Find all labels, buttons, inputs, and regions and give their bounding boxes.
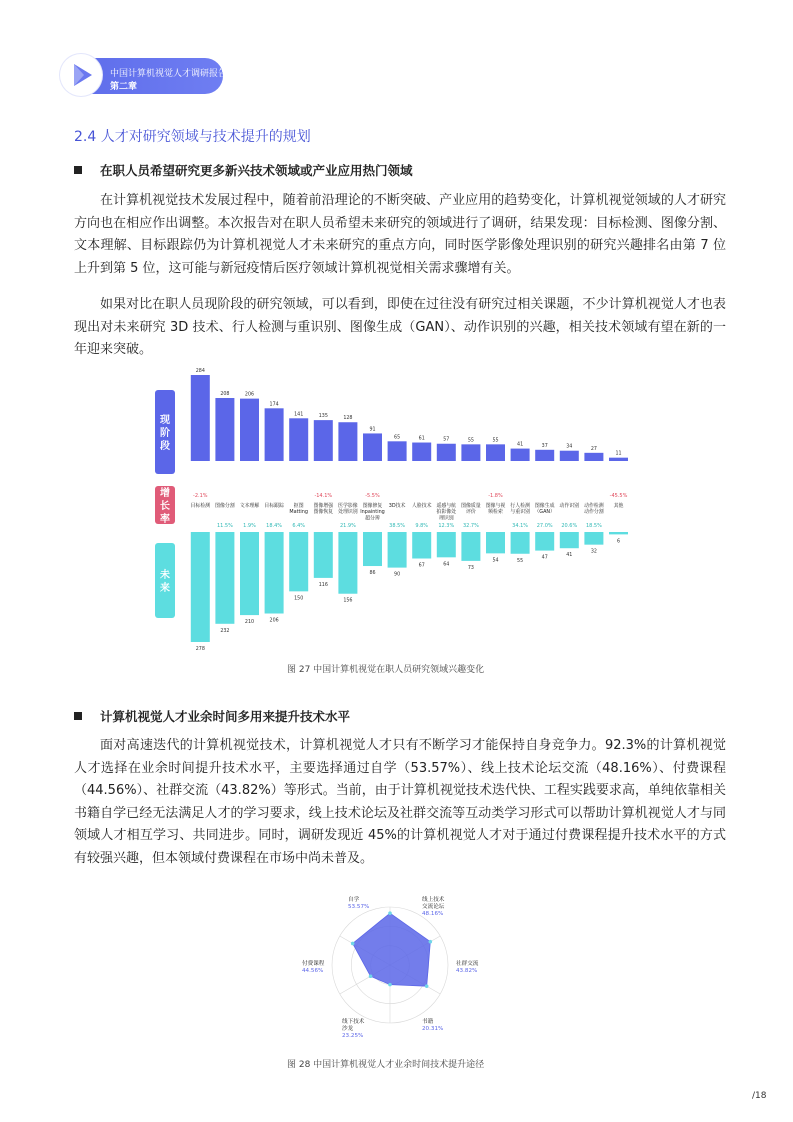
category-label: 图像生成 bbox=[534, 503, 555, 509]
radar-axis-label: 书籍 bbox=[422, 1019, 434, 1025]
future-value-label: 86 bbox=[369, 571, 376, 577]
report-title: 中国计算机视觉人才调研报告 bbox=[110, 69, 228, 79]
label-future-text: 未 bbox=[160, 570, 170, 581]
future-value-label: 90 bbox=[394, 572, 401, 578]
future-value-label: 206 bbox=[269, 618, 279, 624]
future-bar bbox=[560, 532, 579, 548]
future-value-label: 278 bbox=[195, 647, 205, 652]
category-label: 文本理解 bbox=[239, 503, 260, 509]
growth-label: -5.5% bbox=[365, 493, 380, 499]
growth-label: 12.3% bbox=[438, 523, 455, 529]
research-interest-chart bbox=[150, 362, 640, 660]
growth-label: 9.8% bbox=[415, 523, 429, 529]
page-number: /18 bbox=[752, 1091, 767, 1101]
category-label: 拍影像处 bbox=[436, 509, 457, 516]
category-label: 3D技术 bbox=[388, 503, 406, 509]
current-bar bbox=[535, 450, 554, 461]
radar-point bbox=[388, 983, 392, 987]
current-value-label: 65 bbox=[394, 435, 401, 441]
category-label: 行人检测 bbox=[510, 503, 530, 509]
figure-28-caption: 图 28 中国计算机视觉人才业余时间技术提升途径 bbox=[287, 1060, 485, 1070]
play-triangle-icon bbox=[60, 54, 102, 96]
bullet-square-icon bbox=[74, 712, 82, 720]
category-label: 动作分割 bbox=[584, 509, 604, 516]
future-value-label: 32 bbox=[590, 549, 597, 555]
growth-label: 38.5% bbox=[389, 523, 406, 529]
current-bar bbox=[215, 398, 234, 461]
category-label: 抠图 bbox=[293, 503, 304, 509]
category-label: 目标跟踪 bbox=[264, 503, 284, 509]
future-bar bbox=[511, 532, 530, 554]
radar-axis-label: 交流论坛 bbox=[422, 904, 445, 910]
future-bar bbox=[584, 532, 603, 545]
growth-label: -45.5% bbox=[609, 493, 628, 499]
current-bar bbox=[437, 444, 456, 461]
category-label: 频检索 bbox=[488, 509, 503, 516]
category-label: 处理识别 bbox=[338, 509, 358, 516]
radar-axis-label: 社群交流 bbox=[456, 961, 479, 967]
radar-axis-label: 自学 bbox=[348, 897, 360, 903]
growth-label: 18.4% bbox=[266, 523, 283, 529]
category-label: 图像分割 bbox=[215, 503, 235, 509]
radar-area bbox=[353, 913, 431, 986]
current-value-label: 57 bbox=[443, 437, 450, 443]
growth-label: 6.4% bbox=[292, 523, 306, 529]
future-value-label: 156 bbox=[343, 598, 353, 604]
current-bar bbox=[289, 418, 308, 461]
category-label: 与重识别 bbox=[510, 509, 530, 516]
growth-label: -1.8% bbox=[488, 493, 503, 499]
label-current-text: 现 bbox=[160, 415, 170, 426]
category-label: 遥感与航 bbox=[436, 503, 457, 509]
future-bar bbox=[289, 532, 308, 591]
future-value-label: 73 bbox=[467, 565, 474, 571]
current-value-label: 91 bbox=[369, 427, 376, 433]
future-value-label: 54 bbox=[492, 558, 499, 564]
paragraph-2: 如果对比在职人员现阶段的研究领域，可以看到，即使在过往没有研究过相关课题，不少计算机视觉人才也表现出对未来研究 3D 技术、行人检测与重识别、图像生成（GAN）、动作识别的兴趣，相关技术领域有望在新的一年迎来突破。 bbox=[74, 297, 726, 357]
current-bar bbox=[265, 408, 284, 461]
future-value-label: 41 bbox=[566, 553, 573, 559]
current-value-label: 128 bbox=[343, 416, 353, 422]
radar-value-label: 20.31% bbox=[422, 1026, 444, 1032]
current-value-label: 11 bbox=[615, 451, 622, 457]
category-label: 目标检测 bbox=[190, 503, 211, 509]
subheading-1: 在职人员希望研究更多新兴技术领域或产业应用热门领域 bbox=[100, 163, 413, 178]
growth-label: 21.9% bbox=[339, 523, 356, 529]
current-value-label: 206 bbox=[244, 392, 255, 398]
skill-improvement-radar-chart bbox=[290, 885, 510, 1045]
future-bar bbox=[314, 532, 333, 578]
radar-value-label: 53.57% bbox=[348, 904, 370, 910]
current-value-label: 55 bbox=[467, 438, 474, 444]
current-value-label: 55 bbox=[492, 438, 499, 444]
future-bar bbox=[191, 532, 210, 642]
current-bar bbox=[240, 399, 259, 461]
future-bar bbox=[240, 532, 259, 615]
label-current-text: 段 bbox=[160, 441, 170, 452]
current-bar bbox=[314, 420, 333, 461]
label-current-text: 阶 bbox=[160, 428, 170, 439]
radar-point bbox=[388, 911, 392, 915]
current-value-label: 41 bbox=[517, 442, 524, 448]
category-label: 评价 bbox=[466, 509, 476, 516]
future-value-label: 67 bbox=[418, 563, 425, 569]
subheading-2: 计算机视觉人才业余时间多用来提升技术水平 bbox=[100, 709, 351, 724]
chapter-icon bbox=[60, 54, 102, 96]
paragraph-1: 在计算机视觉技术发展过程中，随着前沿理论的不断突破、产业应用的趋势变化，计算机视觉领域的人才研究方向也在相应作出调整。本次报告对在职人员希望未来研究的领域进行了调研，结果发现：目标检测、图像分割、文本理解、目标跟踪仍为计算机视觉人才未来研究的重点方向，同时医学影像处理识别的研究兴趣排名由第 7 位上升到第 5 位，这可能与新冠疫情后医疗领域计算机视觉相关需求骤增有关。 bbox=[74, 193, 726, 276]
label-future-text: 来 bbox=[160, 583, 170, 594]
future-value-label: 210 bbox=[244, 620, 255, 626]
current-bar bbox=[609, 458, 628, 461]
current-bar bbox=[486, 444, 505, 461]
category-label: 图像增强 bbox=[313, 503, 334, 509]
radar-point bbox=[351, 942, 355, 946]
radar-axis-label: 付费课程 bbox=[302, 961, 325, 967]
category-label: 图像修复 bbox=[362, 503, 383, 509]
radar-value-label: 48.16% bbox=[422, 911, 444, 917]
radar-axis-label: 线下技术 bbox=[342, 1019, 365, 1025]
current-bar bbox=[511, 449, 530, 461]
current-value-label: 174 bbox=[269, 402, 279, 408]
growth-label: 20.6% bbox=[561, 523, 578, 529]
future-bar bbox=[609, 532, 628, 534]
radar-value-label: 44.56% bbox=[302, 968, 324, 974]
future-bar bbox=[265, 532, 284, 614]
future-value-label: 116 bbox=[318, 582, 328, 588]
category-label: 图像质量 bbox=[461, 503, 481, 509]
category-label: 医学影像 bbox=[338, 503, 358, 509]
growth-label: 34.1% bbox=[512, 523, 529, 529]
current-value-label: 34 bbox=[566, 444, 573, 450]
future-value-label: 150 bbox=[294, 596, 304, 602]
current-bar bbox=[191, 375, 210, 461]
current-bar bbox=[412, 443, 431, 461]
future-value-label: 6 bbox=[616, 539, 621, 545]
future-bar bbox=[215, 532, 234, 624]
section-title: 2.4 人才对研究领域与技术提升的规划 bbox=[74, 129, 311, 145]
current-bar bbox=[388, 441, 407, 461]
category-label: 人脸技术 bbox=[411, 503, 432, 509]
bullet-square-icon bbox=[74, 166, 82, 174]
current-bar bbox=[560, 451, 579, 461]
category-label: 其他 bbox=[613, 503, 624, 509]
category-label: 图像恢复 bbox=[313, 509, 334, 516]
category-label: Matting bbox=[289, 509, 309, 516]
chapter-label: 第二章 bbox=[110, 82, 138, 92]
category-label: （GAN） bbox=[534, 509, 555, 516]
growth-label: -2.1% bbox=[193, 493, 208, 499]
current-bar bbox=[363, 433, 382, 461]
category-label: 图像与视 bbox=[485, 503, 506, 509]
current-bar bbox=[461, 444, 480, 461]
future-bar bbox=[486, 532, 505, 553]
radar-axis-label: 沙龙 bbox=[342, 1026, 354, 1032]
category-label: 理识别 bbox=[438, 515, 454, 522]
current-bar bbox=[338, 422, 357, 461]
current-bar bbox=[584, 453, 603, 461]
figure-27-caption: 图 27 中国计算机视觉在职人员研究领域兴趣变化 bbox=[287, 665, 485, 675]
growth-label: -14.1% bbox=[314, 493, 333, 499]
future-bar bbox=[338, 532, 357, 594]
current-value-label: 61 bbox=[418, 436, 425, 442]
growth-label: 18.5% bbox=[585, 523, 602, 529]
future-bar bbox=[461, 532, 480, 561]
current-value-label: 208 bbox=[220, 392, 230, 398]
radar-value-label: 23.25% bbox=[342, 1033, 364, 1039]
future-value-label: 64 bbox=[443, 562, 450, 568]
category-label: Inpainting bbox=[360, 509, 385, 516]
radar-point bbox=[429, 940, 433, 944]
future-value-label: 232 bbox=[220, 628, 230, 634]
paragraph-3: 面对高速迭代的计算机视觉技术，计算机视觉人才只有不断学习才能保持自身竞争力。92.3%的计算机视觉人才选择在业余时间提升技术水平，主要选择通过自学（53.57%）、线上技术论坛交流（48.16%）、付费课程（44.56%）、社群交流（43.82%）等形式。当前，由于计算机视觉技术迭代快、工程实践要求高，单纯依靠相关书籍自学已经无法满足人才的学习要求，线上技术论坛及社群交流等互动类学习形式可以帮助计算机视觉人才与同领域人才相互学习、共同进步。同时，调研发现近 45%的计算机视觉人才对于通过付费课程提升技术水平的方式有较强兴趣，但本领域付费课程在市场中尚未普及。 bbox=[74, 738, 726, 866]
radar-axis-label: 线上技术 bbox=[422, 897, 445, 903]
growth-label: 27.0% bbox=[536, 523, 553, 529]
growth-label: 11.5% bbox=[216, 523, 233, 529]
category-label: 动作检测 bbox=[584, 503, 604, 509]
future-bar bbox=[388, 532, 407, 568]
future-bar bbox=[363, 532, 382, 566]
future-bar bbox=[535, 532, 554, 551]
current-value-label: 284 bbox=[195, 369, 205, 374]
category-label: 动作识别 bbox=[559, 503, 580, 509]
current-value-label: 37 bbox=[541, 443, 548, 449]
future-value-label: 47 bbox=[541, 555, 548, 561]
current-value-label: 27 bbox=[590, 446, 597, 452]
growth-label: 1.9% bbox=[243, 523, 256, 529]
future-value-label: 55 bbox=[517, 558, 524, 564]
current-value-label: 135 bbox=[318, 414, 328, 420]
label-growth-text: 长 bbox=[160, 501, 170, 512]
label-growth-text: 率 bbox=[160, 514, 170, 525]
label-growth-text: 增 bbox=[160, 488, 170, 499]
current-value-label: 141 bbox=[294, 412, 304, 418]
radar-point bbox=[425, 984, 429, 988]
growth-label: 32.7% bbox=[462, 523, 479, 529]
future-bar bbox=[437, 532, 456, 557]
radar-value-label: 43.82% bbox=[456, 968, 478, 974]
radar-point bbox=[369, 974, 373, 978]
category-label: 超分辨 bbox=[365, 515, 380, 522]
future-bar bbox=[412, 532, 431, 559]
